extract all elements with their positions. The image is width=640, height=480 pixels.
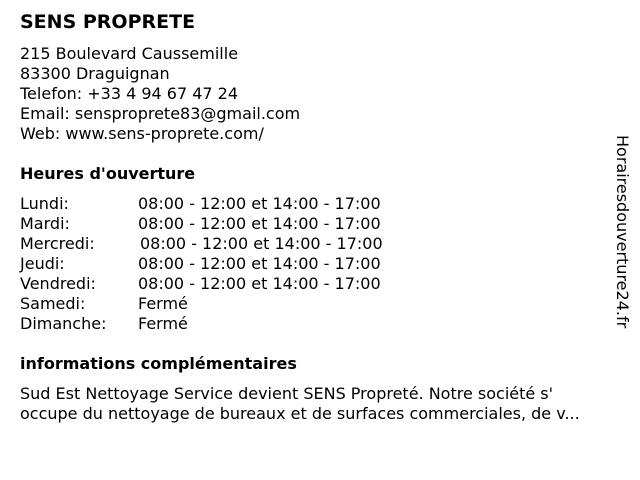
day-label: Dimanche:	[20, 314, 107, 333]
day-label: Mercredi:	[20, 234, 95, 253]
web-line: Web: www.sens-proprete.com/	[20, 124, 264, 143]
hours-heading: Heures d'ouverture	[20, 164, 196, 183]
info-heading: informations complémentaires	[20, 354, 297, 373]
day-hours: 08:00 - 12:00 et 14:00 - 17:00	[140, 234, 383, 253]
day-label: Mardi:	[20, 214, 70, 233]
day-label: Lundi:	[20, 194, 69, 213]
contact-block	[20, 44, 300, 144]
email-line: Email: sensproprete83@gmail.com	[20, 104, 301, 123]
day-label: Vendredi:	[20, 274, 96, 293]
day-label: Jeudi:	[20, 254, 65, 273]
day-hours: 08:00 - 12:00 et 14:00 - 17:00	[138, 274, 381, 293]
phone-line: Telefon: +33 4 94 67 47 24	[20, 84, 239, 103]
day-hours: 08:00 - 12:00 et 14:00 - 17:00	[138, 254, 381, 273]
day-hours: 08:00 - 12:00 et 14:00 - 17:00	[138, 194, 381, 213]
day-hours: Fermé	[138, 294, 188, 313]
site-watermark: Horairesdouverture24.fr	[613, 135, 632, 329]
info-description	[20, 384, 630, 424]
day-hours: 08:00 - 12:00 et 14:00 - 17:00	[138, 214, 381, 233]
business-name: SENS PROPRETE	[20, 11, 196, 33]
address-line1: 215 Boulevard Caussemille	[20, 44, 239, 63]
day-label: Samedi:	[20, 294, 86, 313]
day-hours: Fermé	[138, 314, 188, 333]
address-line2: 83300 Draguignan	[20, 64, 170, 83]
info-line2: occupe du nettoyage de bureaux et de surfaces commerciales, de v...	[20, 404, 580, 423]
info-line1: Sud Est Nettoyage Service devient SENS Propreté. Notre société s'	[20, 384, 554, 403]
